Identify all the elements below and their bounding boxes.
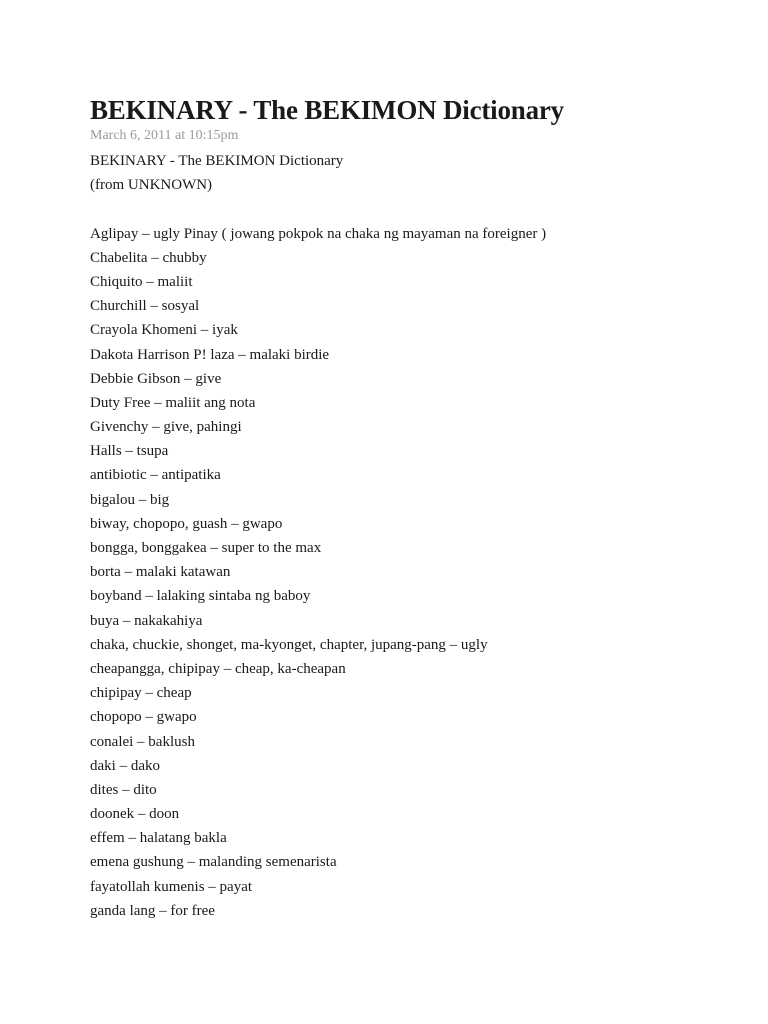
dictionary-entry: daki – dako xyxy=(90,757,160,774)
dictionary-entry: Debbie Gibson – give xyxy=(90,370,222,387)
dictionary-entry: Aglipay – ugly Pinay ( jowang pokpok na chaka ng mayaman na foreigner ) xyxy=(90,225,547,242)
dictionary-entry: chaka, chuckie, shonget, ma-kyonget, chapter, jupang-pang – ugly xyxy=(90,636,488,653)
dictionary-entry: cheapangga, chipipay – cheap, ka-cheapan xyxy=(90,660,346,677)
dictionary-entry: Chiquito – maliit xyxy=(90,273,193,290)
dictionary-entry: bongga, bonggakea – super to the max xyxy=(90,540,322,556)
post-timestamp: March 6, 2011 at 10:15pm xyxy=(90,128,239,143)
dictionary-entry: Chabelita – chubby xyxy=(90,249,207,266)
dictionary-entry: borta – malaki katawan xyxy=(90,564,231,581)
dictionary-entry: doonek – doon xyxy=(90,806,180,823)
intro-line: (from UNKNOWN) xyxy=(90,177,213,194)
dictionary-entry: biway, chopopo, guash – gwapo xyxy=(90,515,283,532)
post-title: BEKINARY - The BEKIMON Dictionary xyxy=(90,95,564,125)
dictionary-entry: bigalou – big xyxy=(90,491,170,508)
dictionary-entry: boyband – lalaking sintaba ng baboy xyxy=(90,588,311,605)
dictionary-entry: chipipay – cheap xyxy=(90,685,192,702)
dictionary-entries xyxy=(90,222,730,923)
dictionary-entry: ganda lang – for free xyxy=(90,902,215,919)
dictionary-entry: Duty Free – maliit ang nota xyxy=(90,394,256,411)
dictionary-entry: antibiotic – antipatika xyxy=(90,467,221,484)
dictionary-entry: Dakota Harrison P! laza – malaki birdie xyxy=(90,346,330,363)
dictionary-entry: emena gushung – malanding semenarista xyxy=(90,854,337,871)
intro-line: BEKINARY - The BEKIMON Dictionary xyxy=(90,153,344,169)
dictionary-entry: Churchill – sosyal xyxy=(90,298,200,315)
document-page xyxy=(90,92,730,923)
dictionary-entry: fayatollah kumenis – payat xyxy=(90,878,253,895)
dictionary-entry: dites – dito xyxy=(90,781,157,798)
dictionary-entry: Crayola Khomeni – iyak xyxy=(90,322,238,339)
blank-line xyxy=(90,197,730,221)
dictionary-entry: Givenchy – give, pahingi xyxy=(90,419,242,436)
dictionary-entry: Halls – tsupa xyxy=(90,443,169,460)
post-body xyxy=(90,149,730,923)
dictionary-entry: conalei – baklush xyxy=(90,733,195,750)
dictionary-entry: effem – halatang bakla xyxy=(90,830,227,847)
dictionary-entry: buya – nakakahiya xyxy=(90,612,203,629)
dictionary-entry: chopopo – gwapo xyxy=(90,709,197,726)
